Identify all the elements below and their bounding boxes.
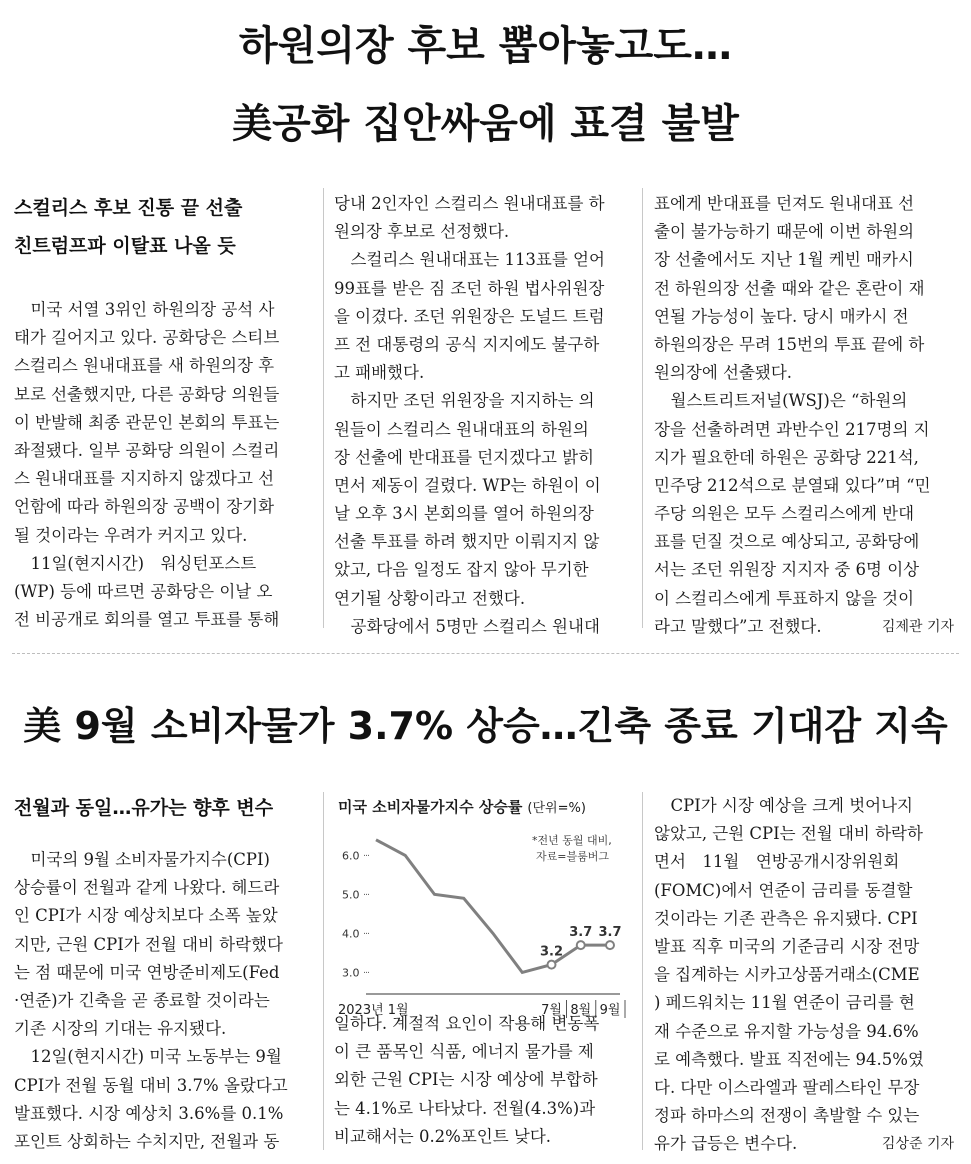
article1-headline-line1: 하원의장 후보 뽑아놓고도… [239,23,732,69]
article1-headline-line2: 美공화 집안싸움에 표결 불발 [232,101,739,147]
data-label: 3.7 [598,925,622,941]
text-line: 스 원내대표를 지지하지 않겠다고 선 [14,469,275,489]
text-line: 연기될 상황이라고 전했다. [334,588,526,608]
article2-column-3 [654,792,954,1158]
text-line: 보로 선출했지만, 다른 공화당 의원들 [14,384,280,404]
text-line: 비교해서는 0.2%포인트 낮다. [334,1126,552,1146]
data-label: 3.7 [569,925,593,941]
text-line: 고 패배했다. [334,363,425,383]
text-line: 원들이 스컬리스 원내대표의 하원의 [334,419,589,439]
text-line: 이 반발해 최종 관문인 본회의 투표는 [14,412,280,432]
text-line: 출이 불가능하기 때문에 이번 하원의 [654,222,915,242]
text-line: (FOMC)에서 연준이 금리를 동결할 [654,880,913,900]
text-line: 프 전 대통령의 공식 지지에도 불구하 [334,334,600,354]
text-line-last: 라고 말했다”고 전했다. [654,616,822,636]
text-line: 전 비공개로 회의를 열고 투표를 통해 [14,610,280,630]
text-line: 을 이겼다. 조던 위원장은 도널드 트럼 [334,306,605,326]
y-tick-label: 4.0 [342,927,360,941]
chart-plot [338,820,630,1026]
text-line: 발표 직후 미국의 기준금리 시장 전망 [654,936,920,956]
chart-title: 미국 소비자물가지수 상승률 [338,798,523,816]
text-line: 않았고, 근원 CPI는 전월 대비 하락하 [654,824,923,844]
text-line: 표에게 반대표를 던져도 원내대표 선 [654,194,915,213]
column-divider [323,792,324,1150]
text-line: 원의장 후보로 선정했다. [334,222,510,242]
chart-source: 자료=블룸버그 [536,850,609,863]
text-line: 표를 던질 것으로 예상되고, 공화당에 [654,532,920,552]
cpi-chart [338,796,630,1036]
text-line: 하지만 조던 위원장을 지지하는 의 [334,391,595,411]
article1-subhead-line2: 친트럼프파 이탈표 나올 듯 [14,235,236,257]
text-line [654,1130,954,1158]
article2-column-2 [334,1010,634,1151]
data-point [606,941,614,949]
article-separator [12,653,959,654]
text-line: 월스트리트저널(WSJ)은 “하원의 [654,391,908,411]
y-tick-label: 5.0 [342,888,360,902]
text-line: 는 4.1%로 나타났다. 전월(4.3%)과 [334,1098,596,1118]
x-tick-label: 8월 [570,1003,592,1018]
text-line: 12일(현지시간) 미국 노동부는 9월 [14,1047,282,1067]
article2-subhead: 전월과 동일…유가는 향후 변수 [14,797,274,819]
text-line: 연될 가능성이 높다. 당시 매카시 전 [654,306,909,326]
text-line: 날 오후 3시 본회의를 열어 하원의장 [334,504,594,524]
text-line: 민주당 212석으로 분열돼 있다”며 “민 [654,475,931,495]
data-label: 3.2 [539,944,564,960]
byline: 김제관 기자 [881,618,954,635]
text-line: ·연준)가 긴축을 곧 종료할 것이라는 [14,990,270,1010]
y-tick-label: 6.0 [342,849,360,863]
text-line: 로 예측했다. 발표 직전에는 94.5%였 [654,1049,924,1069]
text-line: 인 CPI가 시장 예상치보다 소폭 높았 [14,906,278,926]
text-line: 미국의 9월 소비자물가지수(CPI) [14,850,270,869]
text-line: 서는 조던 위원장 지지자 중 6명 이상 [654,560,920,580]
column-divider [642,792,643,1150]
text-line: 을 집계하는 시카고상품거래소(CME [654,965,920,985]
text-line: 원의장에 선출됐다. [654,363,793,383]
text-line: 았고, 다음 일정도 잡지 않아 무기한 [334,560,589,580]
data-point [548,961,556,969]
text-line: 스컬리스 원내대표를 새 하원의장 후 [14,356,275,376]
byline: 김상준 기자 [881,1136,954,1153]
text-line: 발표했다. 시장 예상치 3.6%를 0.1% [14,1103,284,1123]
x-tick-label: 7월 [541,1003,562,1018]
text-line: 태가 길어지고 있다. 공화당은 스티브 [14,328,280,348]
data-point [577,941,585,949]
text-line: 다. 다만 이스라엘과 팔레스타인 무장 [654,1077,920,1097]
text-line: 공화당에서 5명만 스컬리스 원내대 [334,616,600,636]
text-line: 이 큰 품목인 식품, 에너지 물가를 제 [334,1042,594,1062]
text-line: 포인트 상회하는 수치지만, 전월과 동 [14,1131,280,1151]
text-line: 미국 서열 3위인 하원의장 공석 사 [14,300,275,319]
text-line: 주당 의원은 모두 스컬리스에게 반대 [654,504,915,524]
text-line: (WP) 등에 따르면 공화당은 이날 오 [14,581,273,601]
text-line: 선출 투표를 하려 했지만 이뤄지지 않 [334,532,600,552]
text-line: 11일(현지시간) 워싱턴포스트 [14,553,257,573]
text-line: 재 수준으로 유지할 가능성을 94.6% [654,1021,919,1041]
text-line: 것이라는 기존 관측은 유지됐다. CPI [654,908,918,928]
text-line: 이 스컬리스에게 투표하지 않을 것이 [654,588,915,608]
text-line: 전 하원의장 선출 때와 같은 혼란이 재 [654,278,925,298]
text-line: 지만, 근원 CPI가 전월 대비 하락했다 [14,934,283,954]
article1-column-2 [334,190,634,641]
text-line: 당내 2인자인 스컬리스 원내대표를 하 [334,194,605,213]
x-tick-label: 9월 [599,1003,621,1018]
text-line: 면서 제동이 걸렸다. WP는 하원이 이 [334,475,601,495]
text-line: 면서 11월 연방공개시장위원회 [654,852,900,872]
text-line: 장 선출에 반대표를 던지겠다고 밝히 [334,447,595,467]
text-line: 좌절됐다. 일부 공화당 의원이 스컬리 [14,440,280,460]
article1-column-1 [14,296,314,634]
text-line [654,613,954,641]
chart-note: *전년 동월 대비, [532,834,612,847]
text-line: 기존 시장의 기대는 유지됐다. [14,1019,227,1039]
text-line: 언함에 따라 하원의장 공백이 장기화 [14,497,275,517]
y-tick-label: 3.0 [342,966,360,980]
text-line: 스컬리스 원내대표는 113표를 얻어 [334,250,605,270]
text-line-last: 유가 급등은 변수다. [654,1134,798,1154]
article1-subhead-line1: 스컬리스 후보 진통 끝 선출 [14,197,243,219]
column-divider [642,188,643,628]
text-line: 외한 근원 CPI는 시장 예상에 부합하 [334,1070,598,1090]
text-line: 일하다. 계절적 요인이 작용해 변동폭 [334,1014,600,1033]
chart-unit: (단위=%) [527,801,586,816]
text-line: CPI가 시장 예상을 크게 벗어나지 [654,796,913,815]
article1-column-3 [654,190,954,641]
text-line: 장을 선출하려면 과반수인 217명의 지 [654,419,930,439]
text-line: 하원의장은 무려 15번의 투표 끝에 하 [654,334,925,354]
x-tick-label: 2023년 1월 [338,1003,409,1018]
text-line: ) 페드워치는 11월 연준이 금리를 현 [654,993,915,1013]
text-line: 장 선출에서도 지난 1월 케빈 매카시 [654,250,914,270]
text-line: CPI가 전월 동월 대비 3.7% 올랐다고 [14,1075,288,1095]
article2-headline: 美 9월 소비자물가 3.7% 상승…긴축 종료 기대감 지속 [23,704,948,748]
text-line: 정파 하마스의 전쟁이 촉발할 수 있는 [654,1106,920,1126]
text-line: 될 것이라는 우려가 커지고 있다. [14,525,248,545]
text-line: 99표를 받은 짐 조던 하원 법사위원장 [334,278,605,298]
text-line: 상승률이 전월과 같게 나왔다. 헤드라 [14,878,280,898]
text-line: 지가 필요한데 하원은 공화당 221석, [654,447,919,467]
column-divider [323,188,324,628]
text-line: 는 점 때문에 미국 연방준비제도(Fed [14,962,280,982]
article2-column-1 [14,846,314,1156]
